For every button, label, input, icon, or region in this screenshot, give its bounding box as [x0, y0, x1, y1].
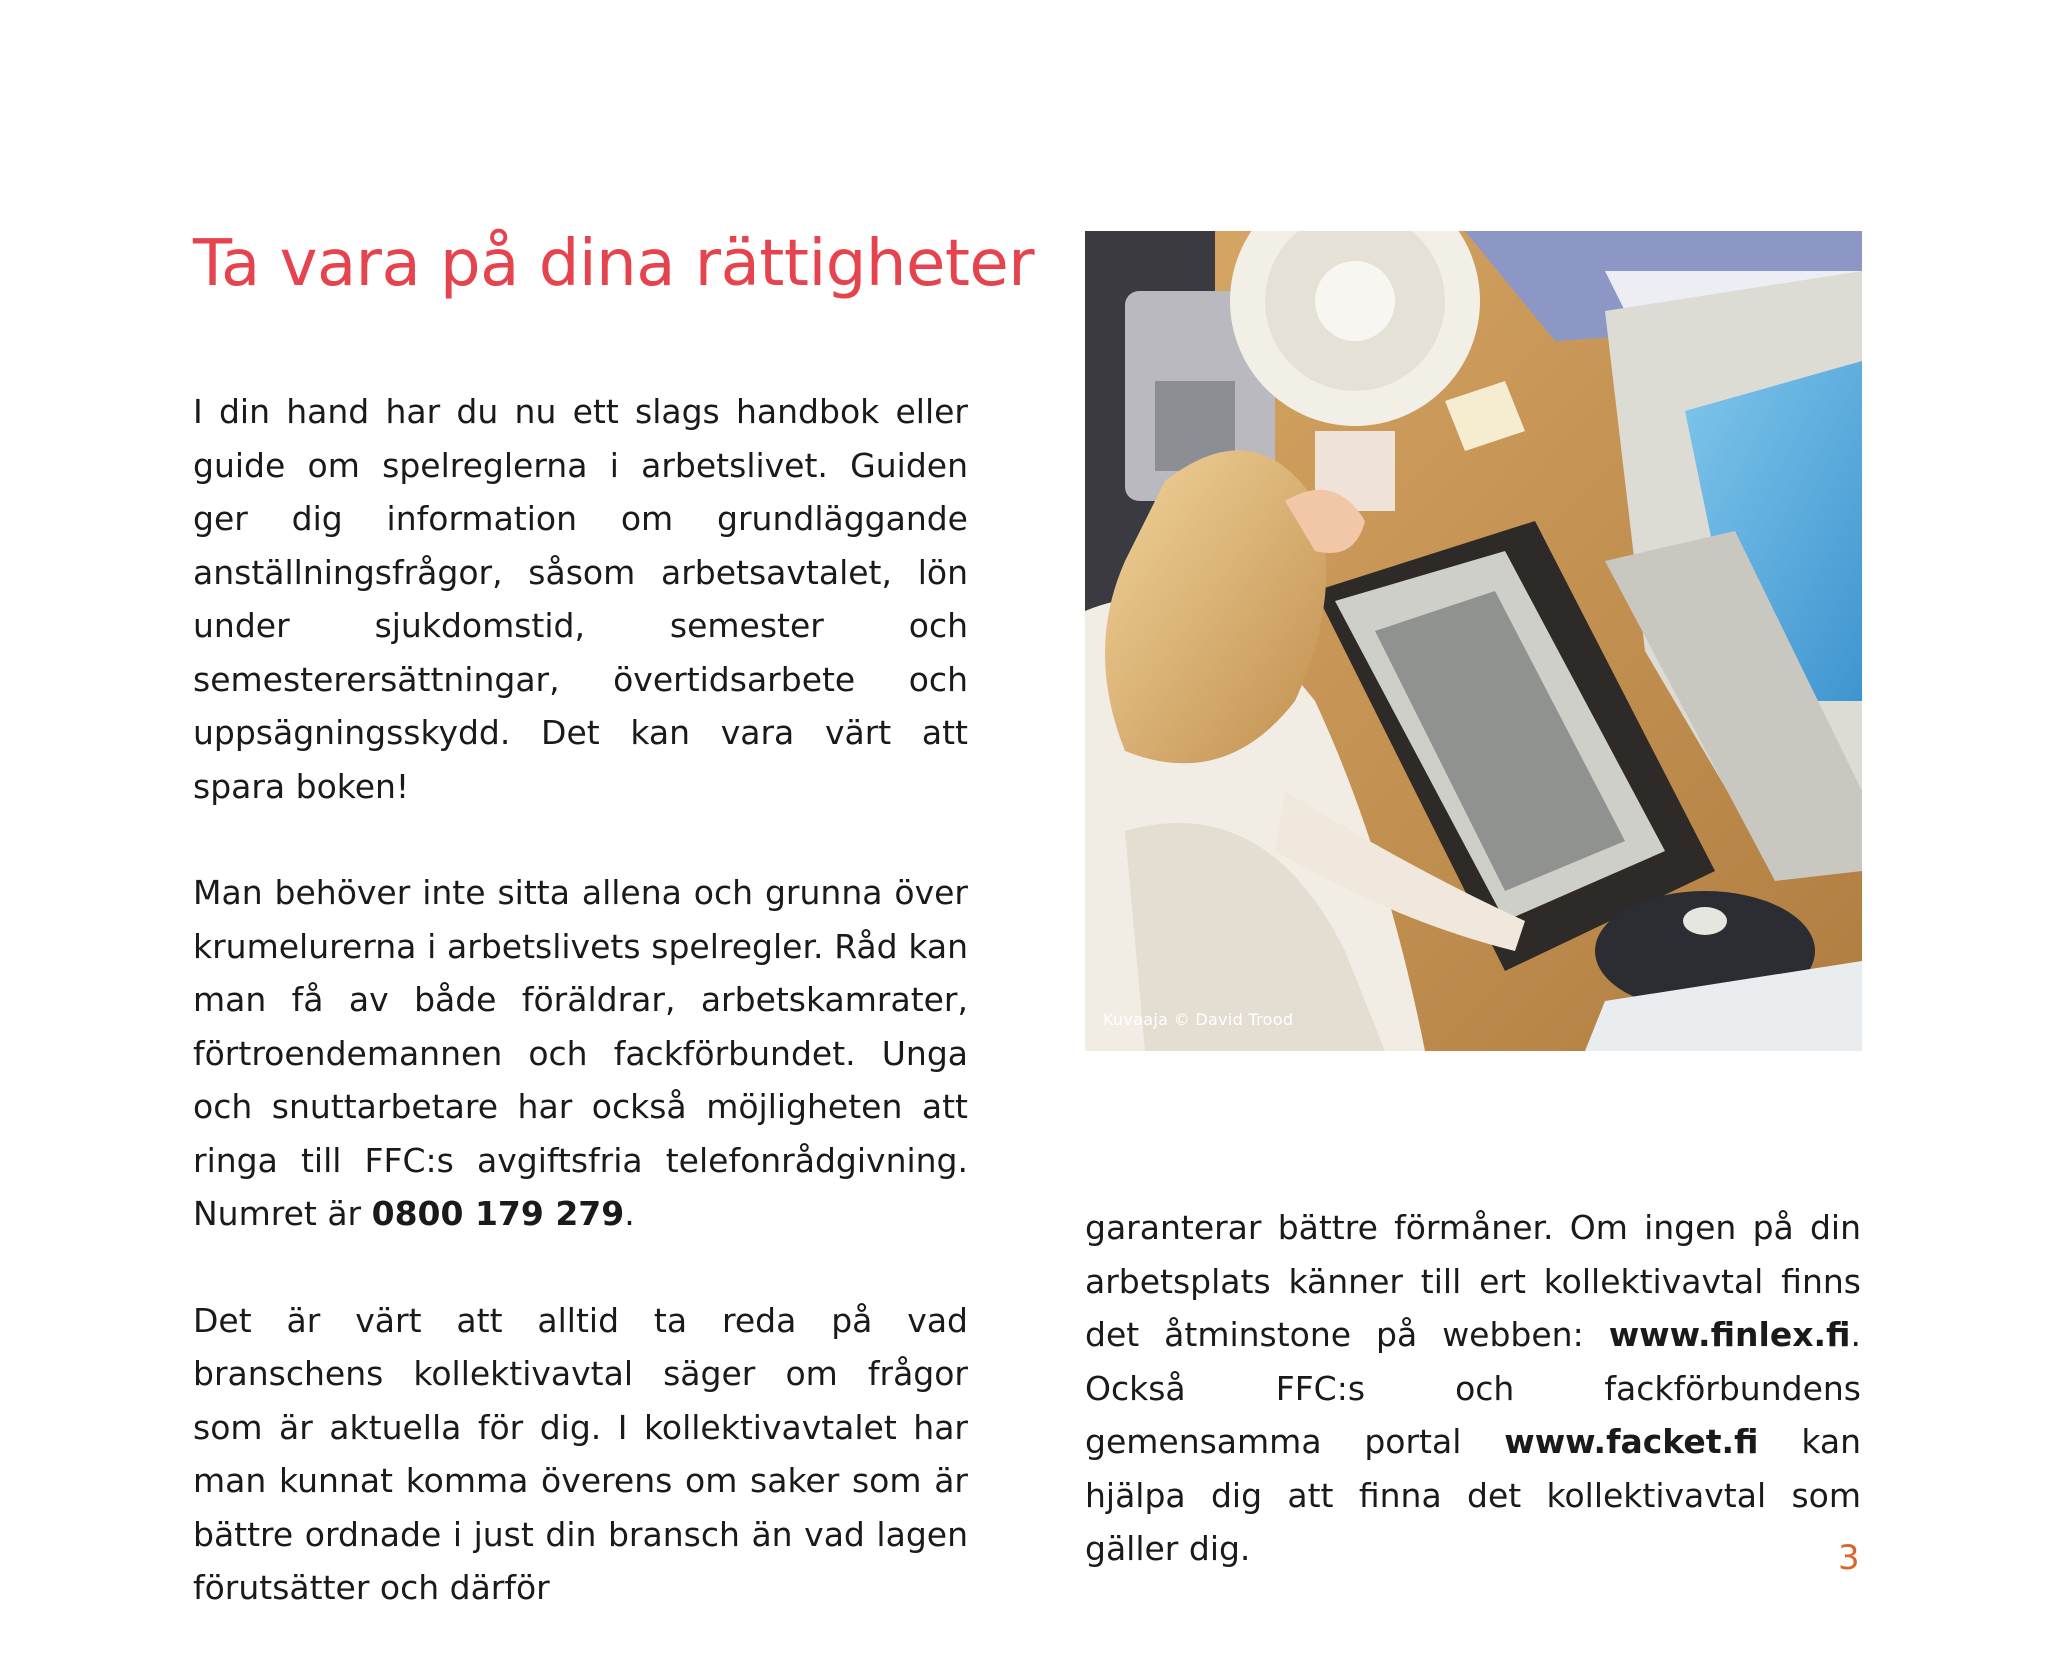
advice-paragraph: [193, 866, 968, 1241]
left-column: [193, 352, 968, 1648]
continued-text-b: . Också FFC:s och fackförbundens gemensamma portal: [1085, 1315, 1861, 1461]
continued-text-c: kan hjälpa dig att finna det kollektivavtal som gäller dig.: [1085, 1422, 1861, 1568]
right-column: [1085, 1168, 1861, 1609]
advice-end: .: [624, 1194, 635, 1233]
finlex-link[interactable]: www.finlex.fi: [1608, 1315, 1851, 1354]
phone-number: 0800 179 279: [371, 1194, 625, 1233]
page-title: Ta vara på dina rättigheter: [193, 227, 1035, 301]
office-illustration: [1085, 231, 1862, 1051]
continued-paragraph: [1085, 1201, 1861, 1576]
intro-paragraph: I din hand har du nu ett slags handbok eller guide om spelreglerna i arbetslivet. Guiden ger dig information om grundläggande anställningsfrågor, såsom arbetsavtalet, lön under sjukdomstid, semester och semesterersättningar, övertidsarbete och uppsägningsskydd. Det kan vara värt att spara boken!: [193, 392, 968, 806]
facket-link[interactable]: www.facket.fi: [1504, 1422, 1759, 1461]
continued-text-a: garanterar bättre förmåner. Om ingen på din arbetsplats känner till ert kollektivavtal finns det åtminstone på webben:: [1085, 1208, 1861, 1354]
collective-agreement-paragraph: Det är värt att alltid ta reda på vad branschens kollektivavtal säger om frågor som är aktuella för dig. I kollektivavtalet har man kunnat komma överens om saker som är bättre ordnade i just din bransch än vad lagen förutsätter och därför: [193, 1300, 968, 1607]
office-photo: [1085, 231, 1862, 1051]
photo-credit: Kuvaaja © David Trood: [1103, 1010, 1294, 1029]
page-number: 3: [1838, 1538, 1860, 1578]
advice-text: Man behöver inte sitta allena och grunna över krumelurerna i arbetslivets spelregler. Råd kan man få av både föräldrar, arbetskamrater, förtroendemannen och fackförbundet. Unga och snuttarbetare har också möjligheten att ringa till FFC:s avgiftsfria telefonrådgivning. Numret är: [193, 873, 968, 1233]
